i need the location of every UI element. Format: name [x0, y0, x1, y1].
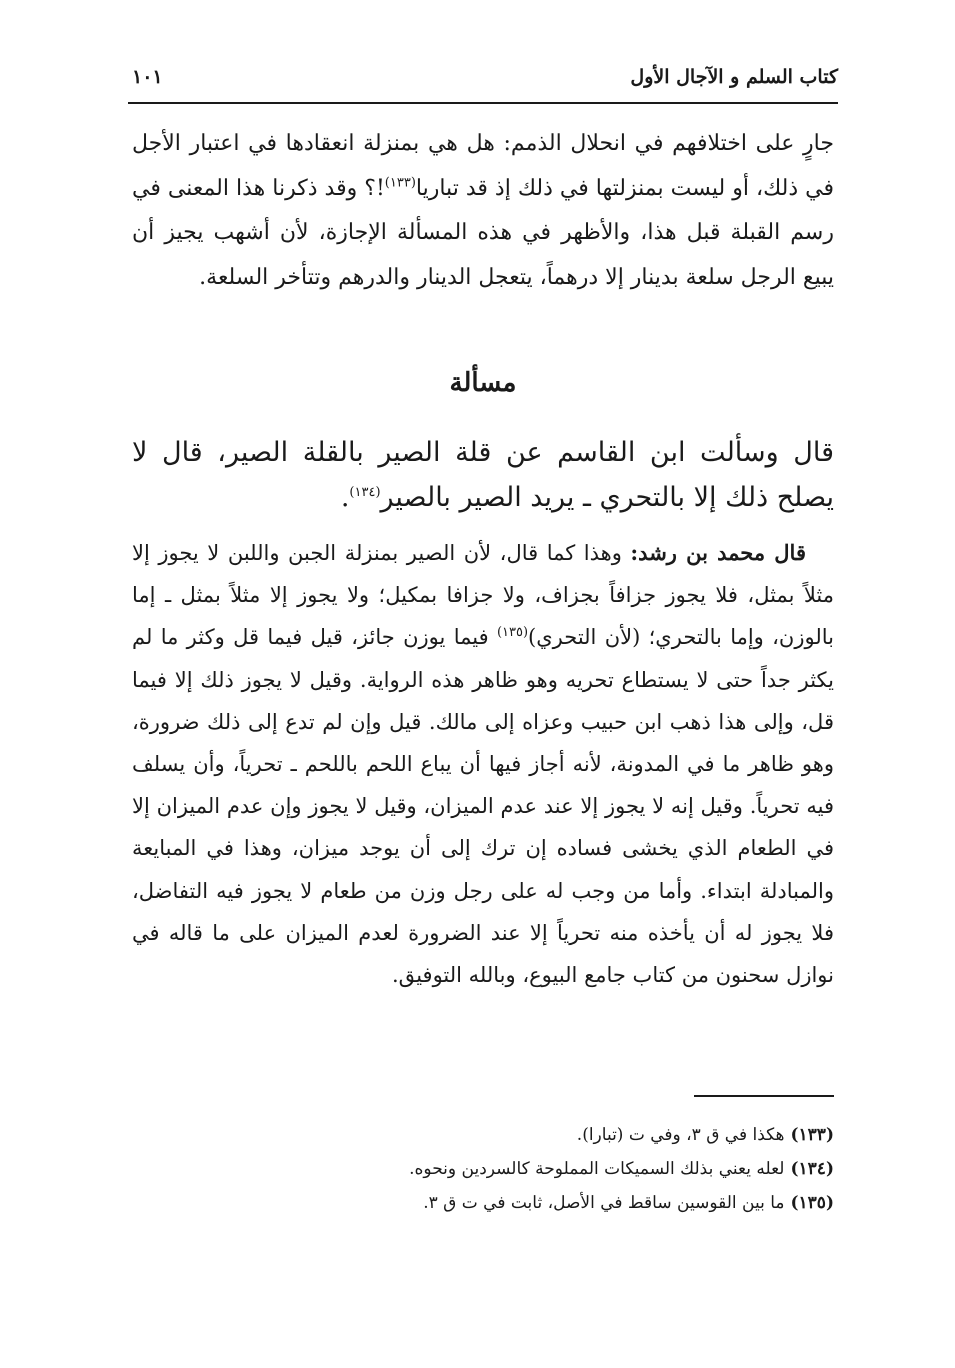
footnote-text: لعله يعني بذلك السميكات المملوحة كالسردين ونحوه.	[409, 1159, 785, 1179]
question-end: .	[340, 482, 350, 513]
footnote	[132, 1152, 834, 1186]
page-number: ١٠١	[132, 66, 163, 88]
question-text	[132, 430, 834, 520]
footnote-number: (١٣٥)	[790, 1193, 834, 1213]
section-heading: مسألة	[449, 368, 517, 398]
footnote-text: ما بين القوسين ساقط في الأصل، ثابت في ت ق ٣.	[423, 1193, 785, 1213]
footnote-ref-135: (١٣٥)	[496, 625, 529, 641]
answer-text	[132, 532, 834, 996]
footnote-number: (١٣٣)	[790, 1125, 834, 1145]
paragraph-text-start: جارٍ على اختلافهم في انحلال الذمم: هل هي بمنزلة انعقادها في اعتبار الأجل في ذلك، أو ليست بمنزلتها في ذلك إذ قد تباريا	[132, 131, 834, 201]
footnotes	[132, 1118, 834, 1220]
answer-body-start: وهذا كما قال، لأن الصير بمنزلة الجبن واللبن لا يجوز إلا مثلاً بمثل، فلا يجوز جزافاً بجزاف، ولا جزافا بمكيل؛ ولا يجوز إلا مثلاً بمثل ـ إما بالوزن، وإما بالتحري؛ (لأن التحري)	[132, 541, 834, 650]
footnote	[132, 1186, 834, 1220]
footnote-ref-134: (١٣٤)	[349, 485, 381, 500]
answer-speaker: قال محمد بن رشد:	[630, 540, 806, 565]
running-header	[128, 62, 838, 104]
footnote	[132, 1118, 834, 1152]
footnote-number: (١٣٤)	[790, 1159, 834, 1179]
footnote-text: هكذا في ق ٣، وفي ت (تبارا).	[576, 1125, 785, 1145]
answer-body-end: فيما يوزن جائز، قيل فيما قل وكثر ما لم يكثر جداً حتى لا يستطاع تحريه وهو ظاهر هذه الرواية. وقيل لا يجوز ذلك إلا فيما قل، وإلى هذا ذهب ابن حبيب وعزاه إلى مالك. قيل وإن لم تدع إلى ذلك ضرورة، وهو ظاهر ما في المدونة، لأنه أجاز فيها أن يباع اللحم باللحم ـ تحرياً، وأن يسلف فيه تحرياً. وقيل إنه لا يجوز إلا عند عدم الميزان، وقيل لا يجوز وإن عدم الميزان إلا في الطعام الذي يخشى فساده إن ترك إلى أن يوجد ميزان، وهذا في المبايعة والمبادلة ابتداء. وأما من وجب له على رجل وزن من طعام لا يجوز فيه التفاضل، فلا يجوز له أن يأخذه منه تحرياً إلا عند الضرورة لعدم الميزان على ما قاله في نوازل سحنون من كتاب جامع البيوع، وبالله التوفيق.	[132, 625, 834, 988]
question-body: قال وسألت ابن القاسم عن قلة الصير بالقلة الصير، قال لا يصلح ذلك إلا بالتحري ـ يريد الصير بالصير	[132, 437, 834, 513]
book-title: كتاب السلم و الآجال الأول	[630, 66, 838, 88]
paragraph-text-end: !؟ وقد ذكرنا هذا المعنى في رسم القبلة قبل هذا، والأظهر في هذه المسألة الإجازة، لأن أشهب يجيز أن يبيع الرجل سلعة بدينار إلا درهماً، يتعجل الدينار والدرهم وتتأخر السلعة.	[132, 175, 834, 290]
footnote-divider	[694, 1095, 834, 1097]
paragraph-continuation	[132, 122, 834, 300]
footnote-ref-133: (١٣٣)	[384, 175, 416, 191]
